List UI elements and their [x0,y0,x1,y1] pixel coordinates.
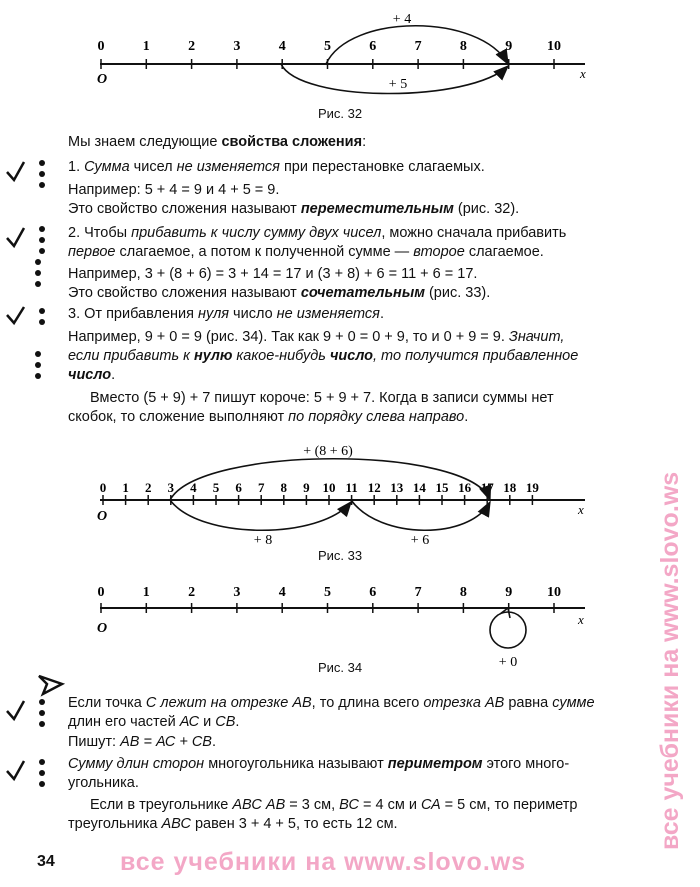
tick-label: 0 [97,585,105,600]
perimeter-line2: угольника. [68,775,139,791]
tick-label: 11 [345,480,358,495]
tick-label: 2 [188,39,196,54]
arc-top-label: + (8 + 6) [303,444,353,459]
segment-line1: Если точка С лежит на отрезке АВ, то длина всего отрезка АВ равна сумме [68,695,595,711]
tick-label: 3 [167,480,175,495]
dots-icon [31,255,45,296]
tick-label: 0 [97,39,105,54]
arc-bottom-label: + 5 [388,77,408,92]
watermark-text: все учебники на www.slovo.ws [656,471,684,850]
tick-label: 10 [322,480,336,495]
origin-label: O [97,72,108,87]
tick-label: 1 [142,39,150,54]
axis-label: x [580,66,586,81]
tick-label: 0 [99,480,107,495]
perimeter-example-end: треугольника АВС равен 3 + 4 + 5, то есть 12 см. [68,816,398,832]
check-dots-icon [4,305,50,334]
tick-label: 7 [257,480,265,495]
tick-label: 6 [369,585,377,600]
page-number: 34 [37,853,55,870]
prop2-name-line: Это свойство сложения называют сочетательным (рис. 33). [68,285,491,301]
tick-label: 4 [278,585,286,600]
number-line-32 [0,8,640,98]
tick-label: 2 [144,480,152,495]
arc-left-label: + 8 [253,533,273,548]
number-line-34 [0,578,640,670]
order-line1: Вместо (5 + 9) + 7 пишут короче: 5 + 9 + 7. Когда в записи суммы нет [90,390,554,406]
intro-line: Мы знаем следующие свойства сложения: [68,134,367,150]
tick-label: 4 [278,39,286,54]
figure-33 [0,440,640,550]
arc-right-label: + 6 [410,533,430,548]
tick-label: 2 [188,585,196,600]
tick-label: 8 [459,39,467,54]
prop3-example: Например, 9 + 0 = 9 (рис. 34). Так как 9 + 0 = 0 + 9, то и 0 + 9 = 9. Значит, [68,329,565,345]
axis-label: x [578,502,584,517]
tick-label: 14 [412,480,426,495]
tick-label: 10 [547,585,561,600]
figure-caption: Рис. 32 [318,106,363,121]
origin-label: O [97,509,108,524]
prop1-name-line: Это свойство сложения называют переместительным (рис. 32). [68,201,520,217]
watermark-bottom: все учебники на www.slovo.ws [120,848,527,876]
loop-plus-0 [490,612,526,648]
number-line-33 [0,440,640,550]
check-dots-icon [4,755,50,796]
tick-label: 8 [280,480,288,495]
segment-formula: Пишут: АВ = АС + СВ. [68,734,217,750]
tick-label: 6 [369,39,377,54]
segment-line2: длин его частей АС и СВ. [68,714,240,730]
prop2-line2: первое слагаемое, а потом к полученной сумме — второе слагаемое. [68,244,544,260]
figure-32 [0,8,640,98]
axis-label: x [578,612,584,627]
tick-label: 4 [190,480,197,495]
check-dots-icon [4,695,50,736]
dots-icon [31,347,45,388]
tick-label: 15 [435,480,449,495]
tick-label: 8 [459,585,467,600]
tick-label: 16 [458,480,472,495]
tick-label: 1 [122,480,129,495]
prop3-rule-end: число. [68,367,116,383]
tick-label: 19 [525,480,539,495]
watermark-vertical [648,120,700,860]
prop2-line1: 2. Чтобы прибавить к числу сумму двух чисел, можно сначала прибавить [68,225,567,241]
tick-label: 3 [233,585,241,600]
tick-label: 9 [303,480,310,495]
tick-label: 9 [505,39,513,54]
tick-label: 5 [324,39,331,54]
prop1-line1: 1. Сумма чисел не изменяется при перестановке слагаемых. [68,159,485,175]
tick-label: 5 [212,480,220,495]
origin-label: O [97,621,108,636]
prop3-line1: 3. От прибавления нуля число не изменяется. [68,306,384,322]
loop-label: + 0 [498,655,518,670]
tick-label: 7 [414,585,422,600]
tick-label: 13 [390,480,404,495]
figure-caption: Рис. 33 [318,548,363,563]
figure-34 [0,578,640,670]
tick-label: 5 [324,585,331,600]
tick-label: 18 [503,480,517,495]
perimeter-line1: Сумму длин сторон многоугольника называют периметром этого много- [68,756,570,772]
tick-label: 6 [235,480,242,495]
prop2-example: Например, 3 + (8 + 6) = 3 + 14 = 17 и (3 + 8) + 6 = 11 + 6 = 17. [68,266,478,282]
arc-top-label: + 4 [392,12,412,27]
tick-label: 12 [367,480,381,495]
tick-label: 1 [142,585,150,600]
tick-label: 9 [505,585,513,600]
perimeter-example: Если в треугольнике АВС АВ = 3 см, ВС = 4 см и СА = 5 см, то периметр [90,797,578,813]
tick-label: 17 [480,480,494,495]
tick-label: 3 [233,39,241,54]
tick-label: 7 [414,39,422,54]
tick-label: 10 [547,39,561,54]
prop1-example: Например: 5 + 4 = 9 и 4 + 5 = 9. [68,182,280,198]
prop3-rule: если прибавить к нулю какое-нибудь число, то получится прибавленное [68,348,579,364]
arc-plus-6 [351,500,490,530]
check-dots-icon [4,156,50,197]
order-line2: скобок, то сложение выполняют по порядку слева направо. [68,409,469,425]
figure-caption: Рис. 34 [318,660,363,675]
